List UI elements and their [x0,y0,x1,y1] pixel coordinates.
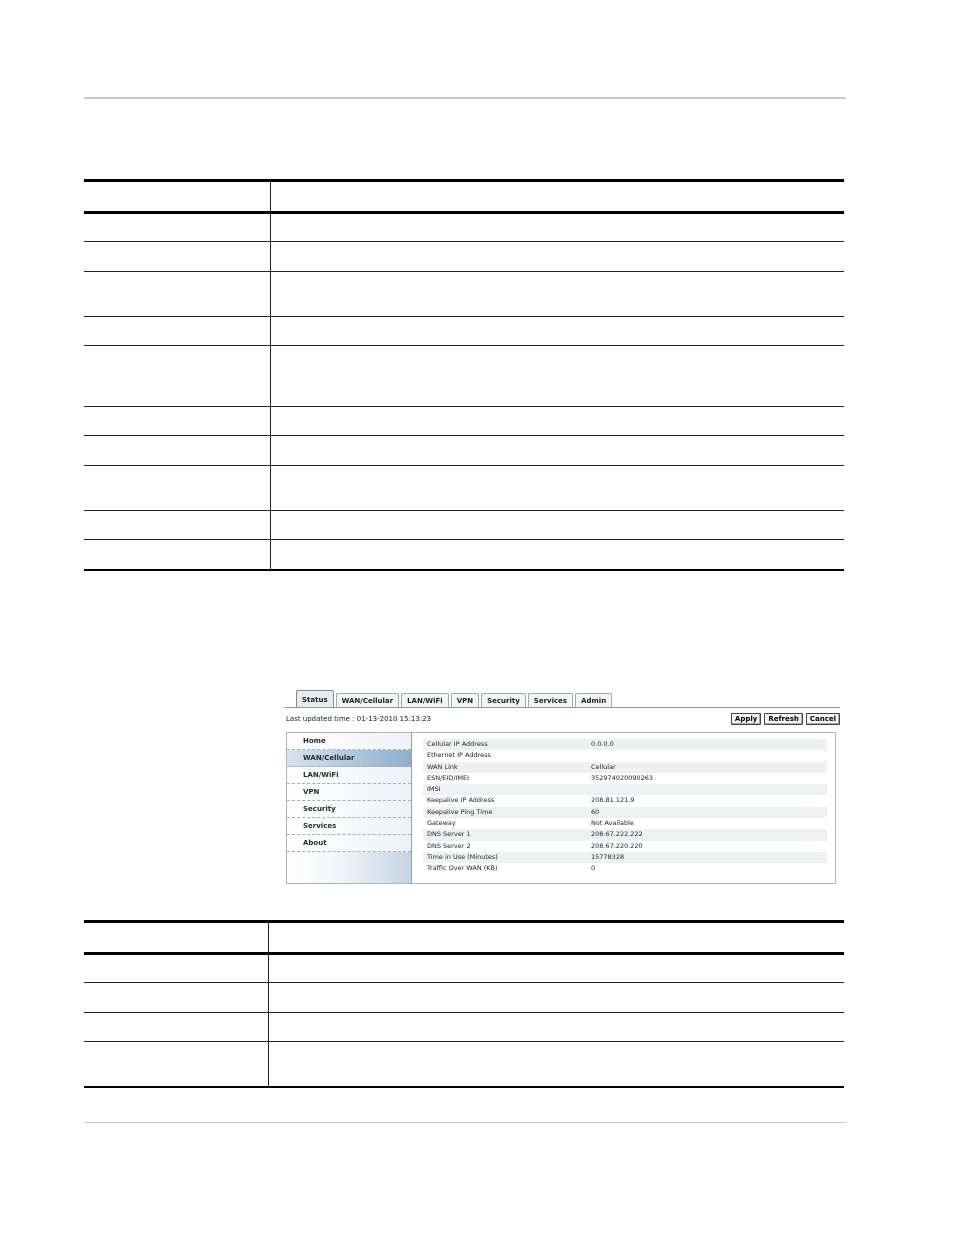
status-panel [286,732,836,884]
info-row [423,739,827,750]
table-cell [84,1013,268,1042]
info-label: Ethernet IP Address [427,751,491,760]
info-value: 15778328 [591,852,625,861]
table-cell [268,983,844,1013]
table-cell [268,954,844,983]
header-cell [270,181,844,213]
info-row [423,795,827,806]
refresh-button[interactable]: Refresh [764,713,803,725]
table-row [84,213,844,242]
info-value: 208.81.121.9 [591,796,635,805]
info-label: WAN Link [427,762,458,771]
table-cell [84,436,270,466]
footer-rule [84,1122,846,1123]
table-row [84,242,844,272]
table-cell [84,466,270,511]
main-tabs [296,690,612,708]
info-label: DNS Server 2 [427,841,471,850]
table-row [84,317,844,346]
status-info-list [423,739,827,875]
info-row [423,773,827,784]
sidebar-item-about[interactable]: About [287,835,411,852]
table-cell [270,540,844,570]
info-row [423,852,827,863]
table-row [84,983,844,1013]
table-cell [84,954,268,983]
table-cell [84,272,270,317]
sidebar-item-home[interactable]: Home [287,733,411,750]
header-cell [84,181,270,213]
info-value: 0 [591,864,596,873]
table-cell [84,242,270,272]
table-cell [270,317,844,346]
field-description-table-2 [84,920,844,1088]
info-value: 208.67.220.220 [591,841,643,850]
header-cell [268,922,844,954]
info-label: Time in Use (Minutes) [427,852,498,861]
info-value: 208.67.222.222 [591,830,643,839]
tab-security[interactable]: Security [481,693,526,708]
table-row [84,1042,844,1087]
info-label: ESN/EID/IMEI [427,773,470,782]
info-label: Traffic Over WAN (KB) [427,864,498,873]
header-cell [84,922,268,954]
field-description-table-1 [84,179,844,571]
info-value [591,750,827,761]
info-label: IMSI [427,785,441,794]
table-cell [270,407,844,436]
table-cell [270,213,844,242]
tab-wan-cellular[interactable]: WAN/Cellular [336,693,399,708]
info-label: DNS Server 1 [427,830,471,839]
table-row [84,954,844,983]
table-cell [84,317,270,346]
table-cell [84,346,270,407]
info-row [423,762,827,773]
info-label: Keepalive Ping Time [427,807,493,816]
action-buttons [731,713,840,725]
info-value: 60 [591,807,600,816]
info-row [423,829,827,840]
info-value: Not Available [591,819,634,828]
table-cell [270,346,844,407]
sidebar-item-services[interactable]: Services [287,818,411,835]
status-page-screenshot [284,688,842,884]
table-cell [270,511,844,540]
info-row [423,841,827,852]
info-row [423,818,827,829]
table-cell [84,540,270,570]
table-cell [270,466,844,511]
last-updated-text: Last updated time : 01-13-2010 15:13:23 [286,715,432,723]
table-cell [84,407,270,436]
table-cell [268,1013,844,1042]
table-row [84,407,844,436]
info-label: Keepalive IP Address [427,796,495,805]
tab-status[interactable]: Status [296,690,334,708]
info-row [423,784,827,795]
table-cell [270,242,844,272]
info-value: Cellular [591,762,616,771]
info-label: Gateway [427,819,456,828]
table-row [84,511,844,540]
tab-admin[interactable]: Admin [575,693,612,708]
table-header-row [84,922,844,954]
cancel-button[interactable]: Cancel [806,713,840,725]
apply-button[interactable]: Apply [731,713,761,725]
info-value [591,784,827,795]
table-cell [270,272,844,317]
sidebar-item-vpn[interactable]: VPN [287,784,411,801]
info-value: 0.0.0.0 [591,740,614,748]
table-cell [84,213,270,242]
sidebar-item-security[interactable]: Security [287,801,411,818]
table-cell [84,1042,268,1087]
table-cell [268,1042,844,1087]
table-cell [270,436,844,466]
info-row [423,750,827,761]
sidebar-nav [287,733,412,883]
table-row [84,1013,844,1042]
table-header-row [84,181,844,213]
sidebar-item-wan-cellular[interactable]: WAN/Cellular [287,750,411,767]
table-row [84,346,844,407]
tab-services[interactable]: Services [528,693,573,708]
header-rule [84,97,846,99]
table-row [84,436,844,466]
table-cell [84,511,270,540]
table-cell [84,983,268,1013]
info-row [423,863,827,874]
table-row [84,466,844,511]
sidebar-item-lan-wifi[interactable]: LAN/WiFi [287,767,411,784]
info-row [423,807,827,818]
tab-vpn[interactable]: VPN [451,693,479,708]
info-label: Cellular IP Address [427,740,488,748]
table-row [84,540,844,570]
tab-lan-wifi[interactable]: LAN/WiFi [401,693,449,708]
tab-divider [284,707,840,708]
table-row [84,272,844,317]
info-value: 352974020090263 [591,773,654,782]
